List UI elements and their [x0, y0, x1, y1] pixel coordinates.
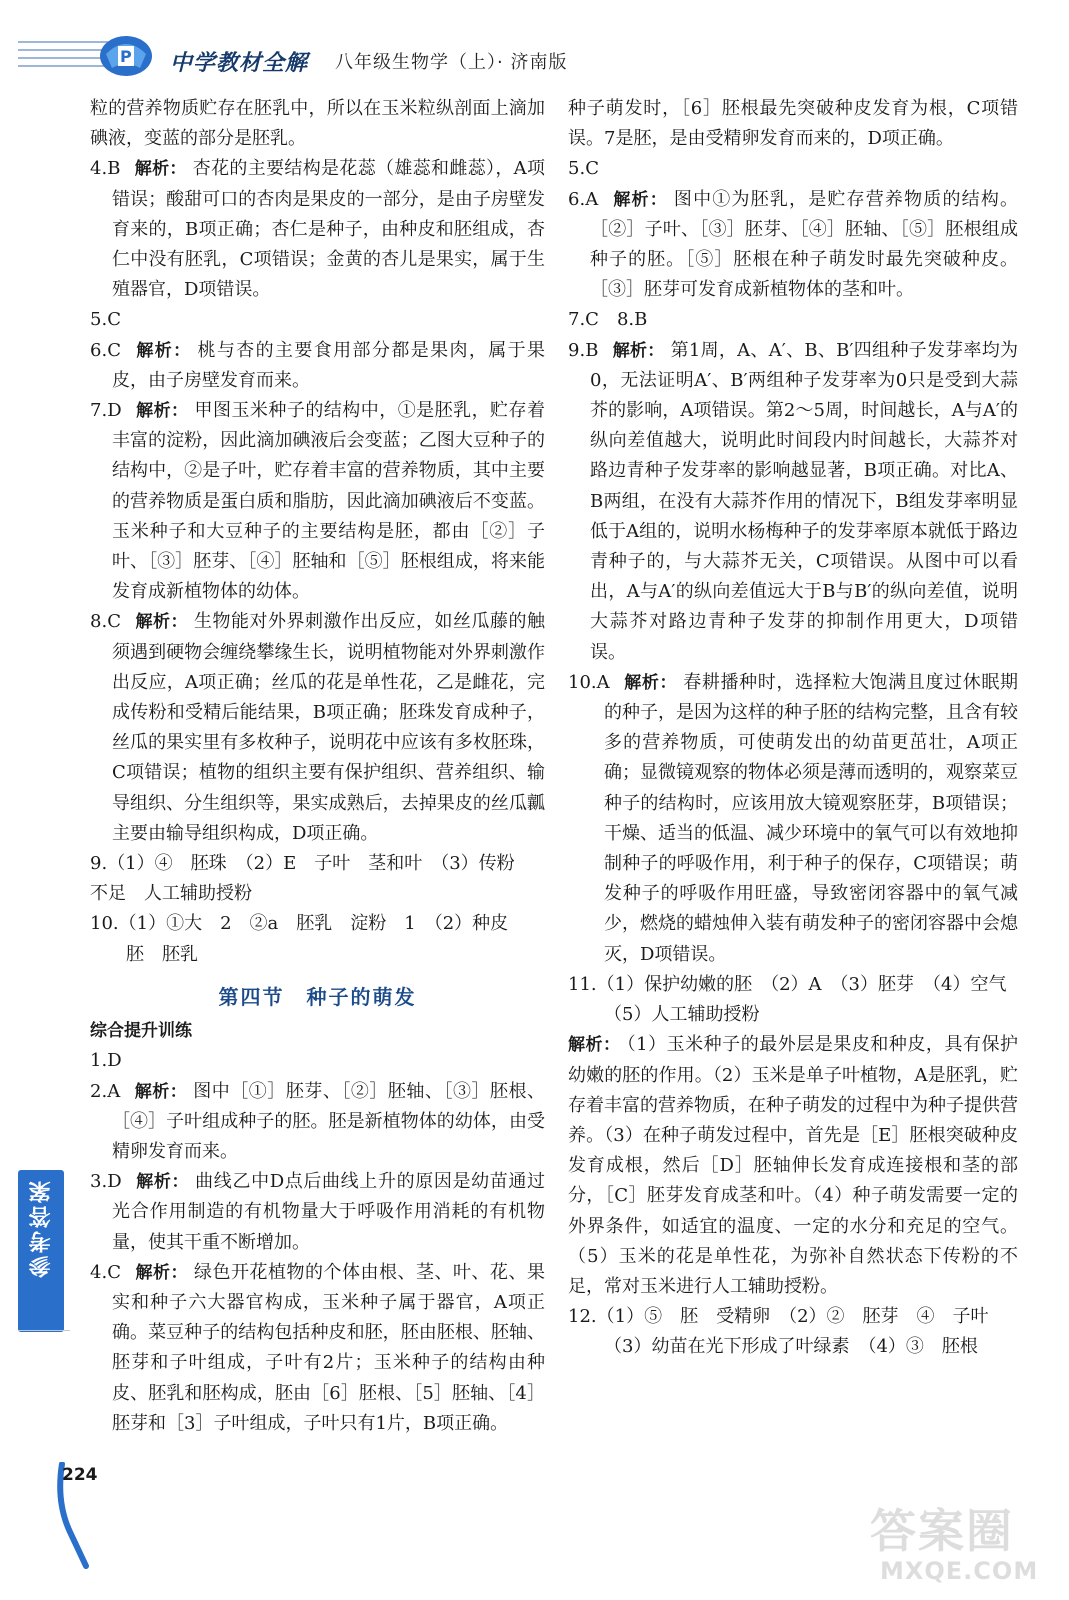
- side-tab-label: 参考答案: [29, 1178, 54, 1278]
- item-number: 9.: [568, 339, 586, 361]
- analysis-label: 解析：: [568, 1035, 621, 1056]
- answer-line: 胚 胚乳: [126, 943, 198, 965]
- analysis-text: 曲线乙中D点后曲线上升的原因是幼苗通过光合作用制造的有机物量大于呼吸作用消耗的有机物量，使其干重不断增加。: [112, 1171, 546, 1253]
- analysis-text: 绿色开花植物的个体由根、茎、叶、花、果实和种子六大器官构成，玉米种子属于器官，A项正确。菜豆种子的结构包括种皮和胚，胚由胚根、胚轴、胚芽和子叶组成，子叶有2片；玉米种子的结构由种皮、胚乳和胚构成，胚由［6］胚根、［5］胚轴、［4］胚芽和［3］子叶组成，子叶只有1片，B项正确。: [112, 1261, 546, 1434]
- book-logo-icon: [96, 24, 156, 84]
- subsection-heading: 综合提升训练: [90, 1021, 192, 1042]
- item-number: 5.: [90, 309, 108, 331]
- item-number: 7.: [90, 400, 108, 422]
- answer-item: [90, 1046, 545, 1076]
- watermark-url: MXQE.COM: [880, 1557, 1039, 1585]
- book-subtitle: 八年级生物学（上）· 济南版: [335, 52, 568, 73]
- watermark: [870, 1495, 1040, 1595]
- answer-letter: B: [107, 158, 121, 180]
- svg-text:P: P: [120, 47, 132, 66]
- analysis-label: 解析：: [623, 672, 678, 693]
- right-column: [568, 94, 1018, 1363]
- item-number: 8.: [90, 611, 108, 633]
- answer-letter: C: [107, 339, 121, 361]
- answer-letter: C: [107, 611, 121, 633]
- answer-item: [568, 185, 1018, 306]
- answer-letter: D: [107, 1171, 122, 1193]
- answer-item: [568, 1302, 1018, 1332]
- answer-item: [568, 336, 1018, 668]
- item-number: 10.: [568, 671, 597, 693]
- answer-item: [90, 336, 545, 396]
- answer-letter: C: [107, 1261, 121, 1283]
- answer-item: [90, 1258, 545, 1439]
- answer-item: [90, 305, 545, 335]
- answer-letter: C: [585, 158, 599, 180]
- analysis-label: 解析：: [612, 189, 668, 210]
- answer-item: [90, 1077, 545, 1168]
- answer-item: [90, 909, 545, 939]
- answer-line: （1）④ 胚珠 （2）E 子叶 茎和叶 （3）传粉: [107, 853, 515, 875]
- analysis-text: 桃与杏的主要食用部分都是果肉，属于果皮，由子房壁发育而来。: [112, 339, 545, 391]
- answer-letter: A: [596, 671, 610, 693]
- answer-item: [568, 154, 1018, 184]
- answer-line: （1）⑤ 胚 受精卵 （2）② 胚芽 ④ 子叶: [596, 1306, 989, 1328]
- analysis-text: 生物能对外界刺激作出反应，如丝瓜藤的触须遇到硬物会缠绕攀缘生长，说明植物能对外界刺激作出反应，A项正确；丝瓜的花是单性花，乙是雌花，完成传粉和受精后能结果，B项正确；胚珠发育成种子，丝瓜的果实里有多枚种子，说明花中应该有多枚胚珠，C项错误；植物的组织主要有保护组织、营养组织、输导组织、分生组织等，果实成熟后，去掉果皮的丝瓜瓤主要由输导组织构成，D项正确。: [112, 611, 546, 844]
- answer-letter: D: [107, 400, 122, 422]
- watermark-logo: 答案圈: [870, 1504, 1014, 1558]
- analysis-label: 解析：: [135, 401, 189, 422]
- answer-line: （1）保护幼嫩的胚 （2）A （3）胚芽 （4）空气: [596, 973, 1007, 995]
- item-number: 4.: [90, 158, 108, 180]
- divider: [18, 1330, 70, 1331]
- page-header: [0, 0, 1069, 90]
- analysis-label: 解析：: [134, 1262, 188, 1283]
- analysis-paragraph: [568, 1030, 1018, 1302]
- answer-letter: D: [107, 1050, 122, 1072]
- book-title: 中学教材全解: [170, 51, 309, 76]
- answer-item: [90, 396, 545, 607]
- continued-text: 粒的营养物质贮存在胚乳中，所以在玉米粒纵剖面上滴加碘液，变蓝的部分是胚乳。: [90, 98, 545, 150]
- answer-line: （5）人工辅助授粉: [604, 1004, 760, 1026]
- answer-line: 7.C 8.B: [568, 309, 648, 331]
- answer-letter: A: [107, 1080, 121, 1102]
- answer-item: [90, 607, 545, 849]
- answer-item: [90, 154, 545, 305]
- analysis-label: 解析：: [135, 1172, 190, 1193]
- item-number: 12.: [568, 1306, 597, 1328]
- section-title: 第四节 种子的萌发: [218, 984, 417, 1009]
- analysis-text: 图中［①］胚芽、［②］胚轴、［③］胚根、［④］子叶组成种子的胚。胚是新植物体的幼体，由受精卵发育而来。: [112, 1080, 546, 1162]
- continued-text: 种子萌发时，［6］胚根最先突破种皮发育为根，C项错误。7是胚，是由受精卵发育而来的，D项正确。: [568, 98, 1018, 150]
- item-number: 10.: [90, 913, 119, 935]
- left-column: [90, 94, 545, 1439]
- analysis-label: 解析：: [612, 340, 665, 361]
- analysis-text: 春耕播种时，选择粒大饱满且度过休眠期的种子，是因为这样的种子胚的结构完整，且含有较多的营养物质，可使萌发出的幼苗更茁壮，A项正确；显微镜观察的物体必须是薄而透明的，观察菜豆种子的结构时，应该用放大镜观察胚芽，B项错误；干燥、适当的低温、减少环境中的氧气可以有效地抑制种子的呼吸作用，利于种子的保存，C项错误；萌发种子的呼吸作用旺盛，导致密闭容器中的氧气减少，燃烧的蜡烛伸入装有萌发种子的密闭容器中会熄灭，D项错误。: [604, 671, 1019, 965]
- analysis-text: 甲图玉米种子的结构中，①是胚乳，贮存着丰富的淀粉，因此滴加碘液后会变蓝；乙图大豆种子的结构中，②是子叶，贮存着丰富的营养物质，其中主要的营养物质是蛋白质和脂肪，因此滴加碘液后不变蓝。玉米种子和大豆种子的主要结构是胚，都由［②］子叶、［③］胚芽、［④］胚轴和［⑤］胚根组成，将来能发育成新植物体的幼体。: [112, 400, 546, 603]
- answer-letter: B: [585, 339, 599, 361]
- answer-line: 不足 人工辅助授粉: [90, 883, 252, 905]
- item-number: 4.: [90, 1261, 108, 1283]
- item-number: 11.: [568, 973, 597, 995]
- analysis-label: 解析：: [134, 340, 192, 361]
- answer-item: [90, 1167, 545, 1258]
- analysis-text: 图中①为胚乳，是贮存营养物质的结构。［②］子叶、［③］胚芽、［④］胚轴、［⑤］胚根组成种子的胚。［⑤］胚根在种子萌发时最先突破种皮。［③］胚芽可发育成新植物体的茎和叶。: [590, 188, 1019, 301]
- analysis-label: 解析：: [134, 612, 188, 633]
- item-number: 3.: [90, 1171, 108, 1193]
- item-number: 6.: [568, 188, 586, 210]
- answer-letter: A: [585, 188, 599, 210]
- item-number: 5.: [568, 158, 586, 180]
- analysis-label: 解析：: [134, 1081, 188, 1102]
- item-number: 1.: [90, 1050, 108, 1072]
- item-number: 2.: [90, 1080, 108, 1102]
- item-number: 9.: [90, 853, 108, 875]
- analysis-text: 杏花的主要结构是花蕊（雄蕊和雌蕊），A项错误；酸甜可口的杏肉是果皮的一部分，是由子房壁发育来的，B项正确；杏仁是种子，由种皮和胚组成，杏仁中没有胚乳，C项错误；金黄的杏儿是果实，属于生殖器官，D项错误。: [112, 158, 546, 301]
- item-number: 6.: [90, 339, 108, 361]
- analysis-label: 解析：: [134, 159, 187, 180]
- answer-line: （1）①大 2 ②a 胚乳 淀粉 1 （2）种皮: [118, 913, 509, 935]
- analysis-text: 第1周，A、A′、B、B′四组种子发芽率均为0，无法证明A′、B′两组种子发芽率为0只是受到大蒜芥的影响，A项错误。第2～5周，时间越长，A与A′的纵向差值越大，说明此时间段内时间越长，大蒜芥对路边青种子发芽率的影响越显著，B项正确。对比A、B两组，在没有大蒜芥作用的情况下，B组发芽率明显低于A组的，说明水杨梅种子的发芽率原本就低于路边青种子的，与大蒜芥无关，C项错误。从图中可以看出，A与A′的纵向差值远大于B与B′的纵向差值，说明大蒜芥对路边青种子发芽的抑制作用更大，D项错误。: [590, 339, 1019, 663]
- page-number: 224: [62, 1465, 98, 1485]
- answer-letter: C: [107, 309, 121, 331]
- answer-item: [568, 970, 1018, 1000]
- side-tab: [18, 1170, 64, 1332]
- answer-item: [90, 849, 545, 879]
- analysis-text: （1）玉米种子的最外层是果皮和种皮，具有保护幼嫩的胚的作用。（2）玉米是单子叶植物，A是胚乳，贮存着丰富的营养物质，在种子萌发的过程中为种子提供营养。（3）在种子萌发过程中，首先是［E］胚根突破种皮发育成根，然后［D］胚轴伸长发育成连接根和茎的部分，［C］胚芽发育成茎和叶。（4）种子萌发需要一定的外界条件，如适宜的温度、一定的水分和充足的空气。（5）玉米的花是单性花，为弥补自然状态下传粉的不足，常对玉米进行人工辅助授粉。: [568, 1034, 1019, 1297]
- answer-item: [568, 668, 1018, 970]
- answer-item: [568, 305, 1018, 335]
- answer-line: （3）幼苗在光下形成了叶绿素 （4）③ 胚根: [604, 1336, 978, 1358]
